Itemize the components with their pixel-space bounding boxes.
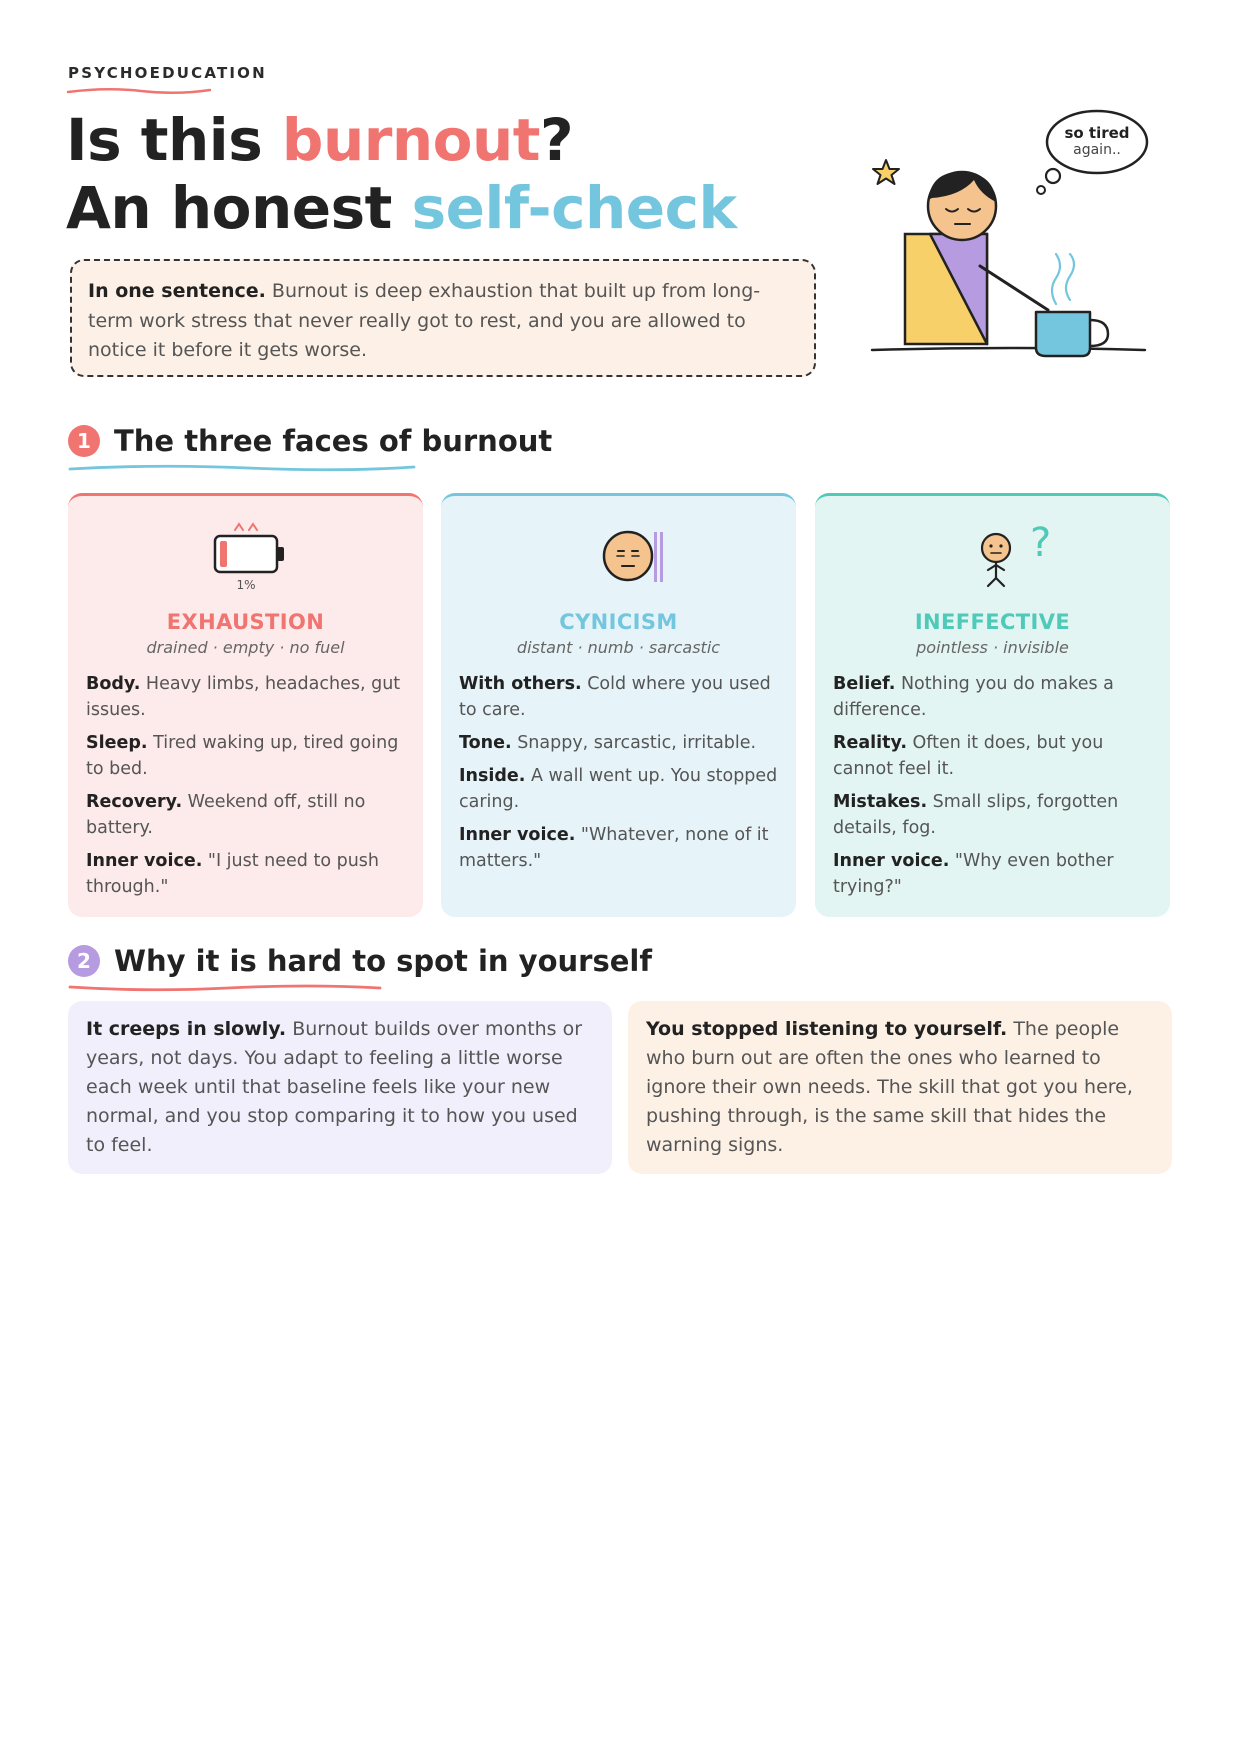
item-label: Recovery.	[86, 792, 183, 812]
card-item-recovery	[86, 789, 405, 841]
item-label: Inner voice.	[833, 851, 950, 871]
section-2-underline	[68, 982, 388, 994]
item-label: Tone.	[459, 733, 512, 753]
card-item-inner-voice	[459, 822, 778, 874]
item-text: "I just need to push through."	[86, 851, 380, 897]
item-label: Inside.	[459, 766, 526, 786]
eyebrow-label: PSYCHOEDUCATION	[68, 64, 267, 82]
card-subtitle: drained · empty · no fuel	[146, 638, 345, 657]
thought-text-line-1: so tired	[1064, 124, 1130, 142]
item-text: Small slips, forgotten details, fog.	[833, 792, 1119, 838]
item-text: Snappy, sarcastic, irritable.	[511, 733, 757, 753]
title-text: ?	[540, 106, 574, 174]
card-ineffective	[815, 493, 1170, 917]
box-lead: It creeps in slowly.	[86, 1018, 287, 1040]
battery-caption: 1%	[236, 578, 256, 592]
title-highlight-burnout: burnout	[281, 106, 540, 174]
title-highlight-self-check: self-check	[411, 174, 737, 242]
title-line-2	[66, 174, 737, 242]
item-label: Belief.	[833, 674, 896, 694]
card-item-inside	[459, 763, 778, 815]
page-title	[66, 106, 737, 242]
card-item-tone	[459, 730, 778, 756]
confused-person-icon	[968, 516, 1058, 596]
creeps-in-slowly-box	[68, 1001, 612, 1174]
item-text: Often it does, but you cannot feel it.	[833, 733, 1104, 779]
item-label: Sleep.	[86, 733, 148, 753]
card-cynicism	[441, 493, 796, 917]
card-exhaustion	[68, 493, 423, 917]
box-text: The people who burn out are often the ones who learned to ignore their own needs. The skill that got you here, pushing through, is the same skill that hides the warning signs.	[646, 1018, 1133, 1156]
card-title: CYNICISM	[559, 610, 678, 634]
box-lead: You stopped listening to yourself.	[646, 1018, 1008, 1040]
card-subtitle: distant · numb · sarcastic	[516, 638, 721, 657]
item-text: "Why even bother trying?"	[833, 851, 1114, 897]
numb-face-icon	[602, 526, 672, 596]
card-item-body	[86, 671, 405, 723]
section-2-header	[68, 944, 652, 978]
item-text: A wall went up. You stopped caring.	[459, 766, 778, 812]
section-title: Why it is hard to spot in yourself	[114, 944, 652, 978]
section-1-underline	[68, 462, 418, 474]
coffee-cup-icon	[1036, 312, 1090, 356]
card-item-inner-voice	[833, 848, 1152, 900]
title-line-1	[66, 106, 573, 174]
title-text: An honest	[66, 174, 412, 242]
item-text: Cold where you used to care.	[459, 674, 771, 720]
tired-person-illustration	[860, 104, 1160, 364]
item-label: With others.	[459, 674, 582, 694]
item-label: Mistakes.	[833, 792, 928, 812]
card-item-belief	[833, 671, 1152, 723]
card-item-mistakes	[833, 789, 1152, 841]
card-title: EXHAUSTION	[166, 610, 325, 634]
item-text: Heavy limbs, headaches, gut issues.	[86, 674, 401, 720]
card-item-reality	[833, 730, 1152, 782]
item-text: Weekend off, still no battery.	[86, 792, 366, 838]
card-item-with-others	[459, 671, 778, 723]
section-title: The three faces of burnout	[114, 424, 553, 458]
card-item-inner-voice	[86, 848, 405, 900]
card-title: INEFFECTIVE	[914, 610, 1071, 634]
one-sentence-callout	[70, 259, 816, 377]
section-number-badge: 2	[68, 945, 100, 977]
item-text: "Whatever, none of it matters."	[459, 825, 769, 871]
callout-lead: In one sentence.	[88, 280, 266, 302]
item-text: Tired waking up, tired going to bed.	[86, 733, 399, 779]
item-label: Reality.	[833, 733, 907, 753]
card-subtitle: pointless · invisible	[916, 638, 1069, 657]
eyebrow-underline	[66, 86, 212, 96]
section-number-badge: 1	[68, 425, 100, 457]
title-text: Is this	[66, 106, 282, 174]
low-battery-icon	[211, 520, 301, 596]
item-label: Inner voice.	[459, 825, 576, 845]
item-label: Inner voice.	[86, 851, 203, 871]
item-label: Body.	[86, 674, 141, 694]
box-text: Burnout builds over months or years, not days. You adapt to feeling a little worse each week until that baseline feels like your new normal, and you stop comparing it to how you used to feel.	[86, 1018, 583, 1156]
question-mark-icon: ?	[1030, 520, 1052, 566]
callout-text: Burnout is deep exhaustion that built up from long-term work stress that never really got to rest, and you are allowed to notice it before it gets worse.	[88, 280, 761, 361]
star-icon	[873, 160, 899, 184]
stopped-listening-box	[628, 1001, 1172, 1174]
section-1-header	[68, 424, 552, 458]
card-item-sleep	[86, 730, 405, 782]
item-text: Nothing you do makes a difference.	[833, 674, 1114, 720]
thought-text-line-2: again..	[1073, 142, 1121, 158]
